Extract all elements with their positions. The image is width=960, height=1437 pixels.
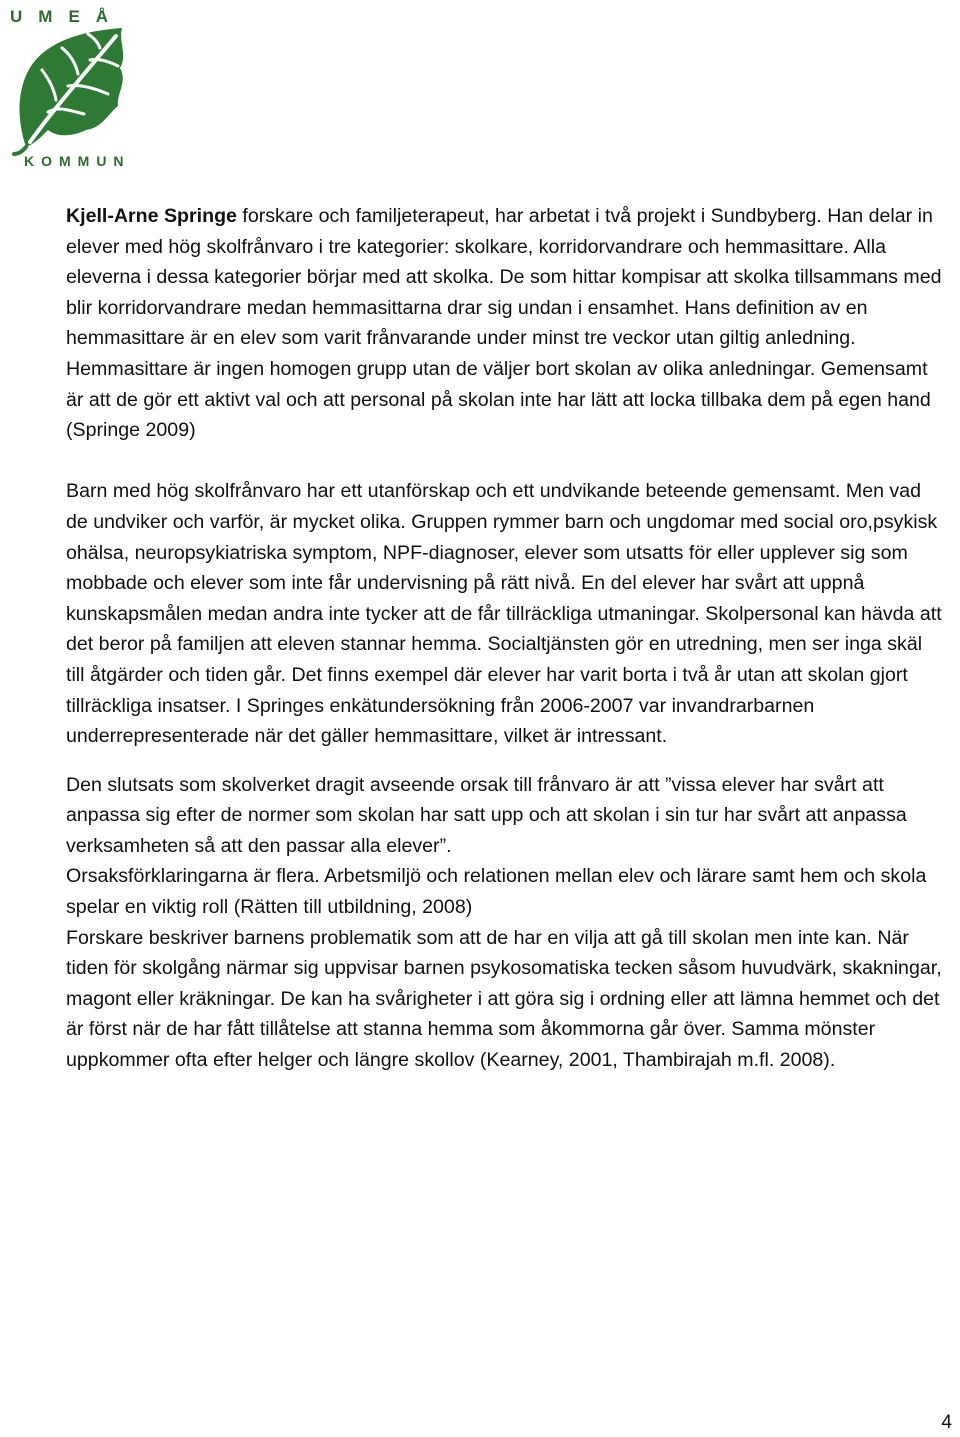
umea-kommun-logo xyxy=(4,2,144,170)
paragraph-springe xyxy=(66,201,946,446)
document-body xyxy=(66,201,946,1076)
paragraph-orsak: Orsaksförklaringarna är flera. Arbetsmiljö och relationen mellan elev och lärare samt hem och skola spelar en viktig roll (Rätten till utbildning, 2008) xyxy=(66,865,927,919)
paragraph-barn: Barn med hög skolfrånvaro har ett utanförskap och ett undvikande beteende gemensamt. Men vad de undviker och varför, är mycket olika. Gruppen rymmer barn och ungdomar med social oro,psykisk ohälsa, neuropsykiatriska symptom, NPF-diagnoser, elever som utsatts för eller upplever sig som mobbade och elever som inte får undervisning på rätt nivå. En del elever har svårt att uppnå kunskapsmålen medan andra inte tycker att de får tillräckliga utmaningar. Skolpersonal kan hävda att det beror på familjen att eleven stannar hemma. Socialtjänsten gör en utredning, men ser inga skäl till åtgärder och tiden går. Det finns exempel där elever har varit borta i två år utan att skolan gjort tillräckliga insatser. I Springes enkätundersökning från 2006-2007 var invandrarbarnen underrepresenterade när det gäller hemmasittare, vilket är intressant. xyxy=(66,480,942,748)
author-name: Kjell-Arne Springe xyxy=(66,205,237,227)
paragraph-forskare: Forskare beskriver barnens problematik som att de har en vilja att gå till skolan men inte kan. När tiden för skolgång närmar sig uppvisar barnen psykosomatiska tecken såsom huvudvärk, skakningar, magont eller kräkningar. De kan ha svårigheter i att göra sig i ordning eller att lämna hemmet och det är först när de har fått tillåtelse att stanna hemma som åkommorna går över. Samma mönster uppkommer ofta efter helger och längre skollov (Kearney, 2001, Thambirajah m.fl. 2008). xyxy=(66,926,942,1072)
paragraph-springe-text: forskare och familjeterapeut, har arbetat i två projekt i Sundbyberg. Han delar in elever med hög skolfrånvaro i tre kategorier: skolkare, korridorvandrare och hemmasittare. Alla eleverna i dessa kategorier börjar med att skolka. De som hittar kompisar att skolka tillsammans med blir korridorvandrare medan hemmasittarna drar sig undan i ensamhet. Hans definition av en hemmasittare är en elev som varit frånvarande under minst tre veckor utan giltig anledning. Hemmasittare är ingen homogen grupp utan de väljer bort skolan av olika anledningar. Gemensamt är att de gör ett aktivt val och att personal på skolan inte har lätt att locka tillbaka dem på egen hand (Springe 2009) xyxy=(66,205,942,442)
paragraph-slutsats: Den slutsats som skolverket dragit avseende orsak till frånvaro är att ”vissa elever har svårt att anpassa sig efter de normer som skolan har satt upp och att skolan i sin tur har svårt att anpassa verksamheten så att den passar alla elever”. xyxy=(66,773,907,857)
page-number: 4 xyxy=(941,1412,952,1433)
leaf-icon xyxy=(4,2,144,170)
logo-top-text: UMEÅ xyxy=(10,7,125,26)
logo-bottom-text: KOMMUN xyxy=(24,153,131,169)
